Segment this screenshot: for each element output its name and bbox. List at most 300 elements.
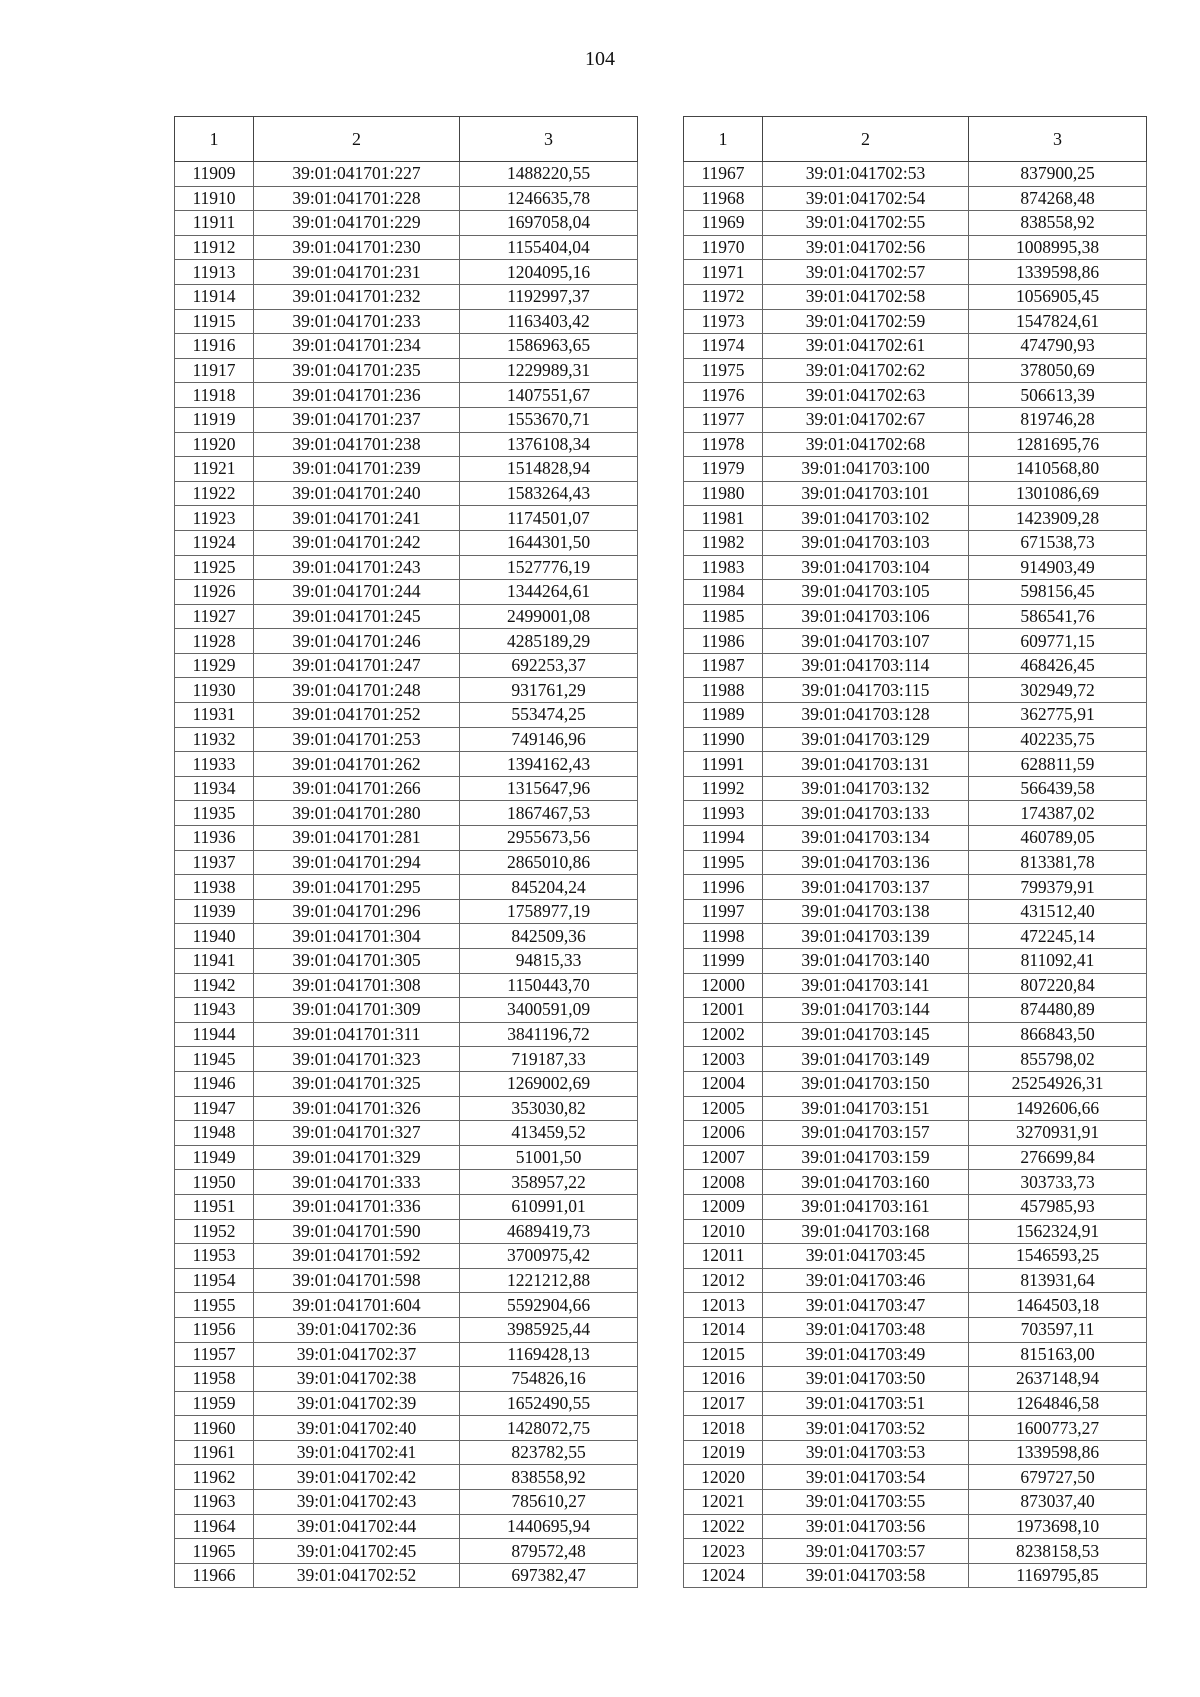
cell-value: 2499001,08 bbox=[460, 604, 638, 629]
cell-row-number: 11940 bbox=[175, 924, 254, 949]
cell-row-number: 12013 bbox=[684, 1293, 763, 1318]
cell-value: 353030,82 bbox=[460, 1096, 638, 1121]
cell-row-number: 11999 bbox=[684, 949, 763, 974]
cell-value: 1652490,55 bbox=[460, 1391, 638, 1416]
table-row bbox=[684, 506, 1147, 531]
cell-cadastral-id: 39:01:041703:46 bbox=[763, 1268, 969, 1293]
table-row bbox=[684, 875, 1147, 900]
cell-row-number: 11911 bbox=[175, 211, 254, 236]
cell-row-number: 11998 bbox=[684, 924, 763, 949]
cell-cadastral-id: 39:01:041703:114 bbox=[763, 653, 969, 678]
table-row bbox=[175, 1490, 638, 1515]
cadastral-table-left bbox=[174, 116, 638, 1588]
cell-cadastral-id: 39:01:041703:134 bbox=[763, 826, 969, 851]
cell-cadastral-id: 39:01:041701:266 bbox=[254, 776, 460, 801]
table-row bbox=[175, 1121, 638, 1146]
cell-value: 1488220,55 bbox=[460, 162, 638, 187]
cell-row-number: 11919 bbox=[175, 407, 254, 432]
cell-row-number: 11929 bbox=[175, 653, 254, 678]
cell-cadastral-id: 39:01:041703:128 bbox=[763, 703, 969, 728]
cell-cadastral-id: 39:01:041701:296 bbox=[254, 899, 460, 924]
cell-row-number: 11932 bbox=[175, 727, 254, 752]
cell-value: 1269002,69 bbox=[460, 1071, 638, 1096]
cell-value: 1697058,04 bbox=[460, 211, 638, 236]
cell-value: 692253,37 bbox=[460, 653, 638, 678]
cell-row-number: 11973 bbox=[684, 309, 763, 334]
cell-cadastral-id: 39:01:041701:239 bbox=[254, 457, 460, 482]
cell-row-number: 11917 bbox=[175, 358, 254, 383]
cell-value: 799379,91 bbox=[969, 875, 1147, 900]
table-row bbox=[684, 703, 1147, 728]
table-row bbox=[684, 1563, 1147, 1588]
table-row bbox=[684, 1440, 1147, 1465]
cell-value: 1407551,67 bbox=[460, 383, 638, 408]
cell-value: 1174501,07 bbox=[460, 506, 638, 531]
cell-value: 598156,45 bbox=[969, 580, 1147, 605]
cell-value: 1440695,94 bbox=[460, 1514, 638, 1539]
cell-row-number: 11948 bbox=[175, 1121, 254, 1146]
cell-row-number: 11913 bbox=[175, 260, 254, 285]
cell-value: 749146,96 bbox=[460, 727, 638, 752]
cell-value: 1514828,94 bbox=[460, 457, 638, 482]
cell-cadastral-id: 39:01:041701:231 bbox=[254, 260, 460, 285]
cell-cadastral-id: 39:01:041701:604 bbox=[254, 1293, 460, 1318]
cell-row-number: 12005 bbox=[684, 1096, 763, 1121]
cell-row-number: 11925 bbox=[175, 555, 254, 580]
cell-cadastral-id: 39:01:041701:244 bbox=[254, 580, 460, 605]
cell-value: 838558,92 bbox=[460, 1465, 638, 1490]
cell-row-number: 11983 bbox=[684, 555, 763, 580]
cell-row-number: 11968 bbox=[684, 186, 763, 211]
cell-value: 2955673,56 bbox=[460, 826, 638, 851]
cell-value: 4285189,29 bbox=[460, 629, 638, 654]
cell-value: 413459,52 bbox=[460, 1121, 638, 1146]
cell-value: 3400591,09 bbox=[460, 998, 638, 1023]
cell-row-number: 11987 bbox=[684, 653, 763, 678]
cell-row-number: 11926 bbox=[175, 580, 254, 605]
cell-value: 1169428,13 bbox=[460, 1342, 638, 1367]
cell-row-number: 11986 bbox=[684, 629, 763, 654]
cell-row-number: 11910 bbox=[175, 186, 254, 211]
table-row bbox=[175, 457, 638, 482]
cell-cadastral-id: 39:01:041701:333 bbox=[254, 1170, 460, 1195]
cell-cadastral-id: 39:01:041702:62 bbox=[763, 358, 969, 383]
table-row bbox=[175, 629, 638, 654]
cell-value: 873037,40 bbox=[969, 1490, 1147, 1515]
table-row bbox=[684, 1490, 1147, 1515]
cell-row-number: 12018 bbox=[684, 1416, 763, 1441]
cell-cadastral-id: 39:01:041701:309 bbox=[254, 998, 460, 1023]
cell-cadastral-id: 39:01:041702:59 bbox=[763, 309, 969, 334]
table-row bbox=[684, 162, 1147, 187]
cell-row-number: 11941 bbox=[175, 949, 254, 974]
cell-row-number: 11991 bbox=[684, 752, 763, 777]
cell-row-number: 12014 bbox=[684, 1317, 763, 1342]
cell-value: 431512,40 bbox=[969, 899, 1147, 924]
cell-value: 276699,84 bbox=[969, 1145, 1147, 1170]
cell-cadastral-id: 39:01:041701:237 bbox=[254, 407, 460, 432]
cell-cadastral-id: 39:01:041703:56 bbox=[763, 1514, 969, 1539]
table-row bbox=[175, 358, 638, 383]
cell-row-number: 11944 bbox=[175, 1022, 254, 1047]
cell-value: 754826,16 bbox=[460, 1367, 638, 1392]
table-row bbox=[684, 334, 1147, 359]
table-row bbox=[684, 752, 1147, 777]
cell-row-number: 11937 bbox=[175, 850, 254, 875]
cell-row-number: 11935 bbox=[175, 801, 254, 826]
table-row bbox=[684, 727, 1147, 752]
cell-value: 679727,50 bbox=[969, 1465, 1147, 1490]
table-row bbox=[684, 653, 1147, 678]
cell-cadastral-id: 39:01:041701:247 bbox=[254, 653, 460, 678]
table-row bbox=[175, 1539, 638, 1564]
cell-cadastral-id: 39:01:041703:160 bbox=[763, 1170, 969, 1195]
cell-value: 1867467,53 bbox=[460, 801, 638, 826]
cell-value: 1204095,16 bbox=[460, 260, 638, 285]
cell-value: 1583264,43 bbox=[460, 481, 638, 506]
cell-value: 1281695,76 bbox=[969, 432, 1147, 457]
cell-row-number: 12017 bbox=[684, 1391, 763, 1416]
cell-cadastral-id: 39:01:041702:52 bbox=[254, 1563, 460, 1588]
cell-cadastral-id: 39:01:041702:55 bbox=[763, 211, 969, 236]
cell-cadastral-id: 39:01:041703:136 bbox=[763, 850, 969, 875]
cell-row-number: 11984 bbox=[684, 580, 763, 605]
cell-value: 866843,50 bbox=[969, 1022, 1147, 1047]
cell-value: 1221212,88 bbox=[460, 1268, 638, 1293]
cell-cadastral-id: 39:01:041701:246 bbox=[254, 629, 460, 654]
table-row bbox=[175, 1268, 638, 1293]
table-row bbox=[684, 481, 1147, 506]
cell-value: 1586963,65 bbox=[460, 334, 638, 359]
cell-value: 1394162,43 bbox=[460, 752, 638, 777]
cell-row-number: 11946 bbox=[175, 1071, 254, 1096]
cell-cadastral-id: 39:01:041703:100 bbox=[763, 457, 969, 482]
cell-value: 628811,59 bbox=[969, 752, 1147, 777]
cell-row-number: 11943 bbox=[175, 998, 254, 1023]
cell-value: 472245,14 bbox=[969, 924, 1147, 949]
cell-row-number: 11981 bbox=[684, 506, 763, 531]
cell-row-number: 12002 bbox=[684, 1022, 763, 1047]
cell-value: 1192997,37 bbox=[460, 284, 638, 309]
table-row bbox=[684, 260, 1147, 285]
table-row bbox=[175, 555, 638, 580]
cell-cadastral-id: 39:01:041701:281 bbox=[254, 826, 460, 851]
table-row bbox=[684, 186, 1147, 211]
cell-value: 719187,33 bbox=[460, 1047, 638, 1072]
cell-row-number: 11996 bbox=[684, 875, 763, 900]
cell-value: 1155404,04 bbox=[460, 235, 638, 260]
table-row bbox=[175, 211, 638, 236]
cell-cadastral-id: 39:01:041702:37 bbox=[254, 1342, 460, 1367]
cell-row-number: 11997 bbox=[684, 899, 763, 924]
table-row bbox=[175, 481, 638, 506]
table-row bbox=[175, 162, 638, 187]
cell-row-number: 11949 bbox=[175, 1145, 254, 1170]
cell-row-number: 12020 bbox=[684, 1465, 763, 1490]
table-row bbox=[175, 973, 638, 998]
cell-cadastral-id: 39:01:041703:105 bbox=[763, 580, 969, 605]
cell-cadastral-id: 39:01:041703:102 bbox=[763, 506, 969, 531]
cell-row-number: 11933 bbox=[175, 752, 254, 777]
cell-cadastral-id: 39:01:041701:235 bbox=[254, 358, 460, 383]
cell-value: 1428072,75 bbox=[460, 1416, 638, 1441]
table-row bbox=[175, 1244, 638, 1269]
table-row bbox=[175, 1317, 638, 1342]
cell-value: 5592904,66 bbox=[460, 1293, 638, 1318]
cell-row-number: 11955 bbox=[175, 1293, 254, 1318]
cell-value: 4689419,73 bbox=[460, 1219, 638, 1244]
cell-cadastral-id: 39:01:041702:68 bbox=[763, 432, 969, 457]
cell-row-number: 11974 bbox=[684, 334, 763, 359]
table-row bbox=[684, 949, 1147, 974]
table-row bbox=[684, 1244, 1147, 1269]
cell-row-number: 12007 bbox=[684, 1145, 763, 1170]
cell-row-number: 12003 bbox=[684, 1047, 763, 1072]
cell-cadastral-id: 39:01:041702:57 bbox=[763, 260, 969, 285]
column-header-value: 3 bbox=[969, 117, 1147, 162]
cell-cadastral-id: 39:01:041701:295 bbox=[254, 875, 460, 900]
cell-row-number: 11988 bbox=[684, 678, 763, 703]
cell-value: 1339598,86 bbox=[969, 260, 1147, 285]
cell-value: 1150443,70 bbox=[460, 973, 638, 998]
cell-value: 362775,91 bbox=[969, 703, 1147, 728]
table-row bbox=[684, 604, 1147, 629]
cell-cadastral-id: 39:01:041702:54 bbox=[763, 186, 969, 211]
cell-cadastral-id: 39:01:041703:151 bbox=[763, 1096, 969, 1121]
table-row bbox=[175, 1022, 638, 1047]
cell-value: 1546593,25 bbox=[969, 1244, 1147, 1269]
cell-value: 811092,41 bbox=[969, 949, 1147, 974]
table-row bbox=[684, 1391, 1147, 1416]
table-body-left bbox=[175, 162, 638, 1588]
table-row bbox=[175, 1145, 638, 1170]
cell-row-number: 11959 bbox=[175, 1391, 254, 1416]
cell-value: 914903,49 bbox=[969, 555, 1147, 580]
cell-cadastral-id: 39:01:041703:150 bbox=[763, 1071, 969, 1096]
cell-cadastral-id: 39:01:041701:228 bbox=[254, 186, 460, 211]
cell-value: 378050,69 bbox=[969, 358, 1147, 383]
cell-value: 671538,73 bbox=[969, 530, 1147, 555]
table-row bbox=[684, 678, 1147, 703]
cell-value: 566439,58 bbox=[969, 776, 1147, 801]
cell-cadastral-id: 39:01:041702:44 bbox=[254, 1514, 460, 1539]
cell-row-number: 11964 bbox=[175, 1514, 254, 1539]
cell-row-number: 11995 bbox=[684, 850, 763, 875]
cell-cadastral-id: 39:01:041703:159 bbox=[763, 1145, 969, 1170]
cell-cadastral-id: 39:01:041701:598 bbox=[254, 1268, 460, 1293]
cell-value: 845204,24 bbox=[460, 875, 638, 900]
table-row bbox=[175, 1514, 638, 1539]
table-row bbox=[175, 1342, 638, 1367]
cell-value: 303733,73 bbox=[969, 1170, 1147, 1195]
cell-cadastral-id: 39:01:041701:243 bbox=[254, 555, 460, 580]
cell-row-number: 11920 bbox=[175, 432, 254, 457]
cell-cadastral-id: 39:01:041701:326 bbox=[254, 1096, 460, 1121]
cell-value: 1056905,45 bbox=[969, 284, 1147, 309]
cell-value: 1376108,34 bbox=[460, 432, 638, 457]
cell-value: 174387,02 bbox=[969, 801, 1147, 826]
cell-row-number: 12019 bbox=[684, 1440, 763, 1465]
cell-value: 874268,48 bbox=[969, 186, 1147, 211]
cell-row-number: 11915 bbox=[175, 309, 254, 334]
cell-cadastral-id: 39:01:041701:229 bbox=[254, 211, 460, 236]
cell-cadastral-id: 39:01:041701:325 bbox=[254, 1071, 460, 1096]
cell-cadastral-id: 39:01:041703:57 bbox=[763, 1539, 969, 1564]
cell-row-number: 11942 bbox=[175, 973, 254, 998]
table-row bbox=[684, 801, 1147, 826]
cell-cadastral-id: 39:01:041703:132 bbox=[763, 776, 969, 801]
cell-cadastral-id: 39:01:041701:592 bbox=[254, 1244, 460, 1269]
cell-value: 1600773,27 bbox=[969, 1416, 1147, 1441]
cell-row-number: 11990 bbox=[684, 727, 763, 752]
table-row bbox=[175, 1391, 638, 1416]
table-row bbox=[684, 973, 1147, 998]
cell-cadastral-id: 39:01:041703:157 bbox=[763, 1121, 969, 1146]
cell-cadastral-id: 39:01:041701:238 bbox=[254, 432, 460, 457]
cell-row-number: 12012 bbox=[684, 1268, 763, 1293]
cell-cadastral-id: 39:01:041703:54 bbox=[763, 1465, 969, 1490]
cell-row-number: 12001 bbox=[684, 998, 763, 1023]
cell-row-number: 11975 bbox=[684, 358, 763, 383]
cell-cadastral-id: 39:01:041703:106 bbox=[763, 604, 969, 629]
cell-cadastral-id: 39:01:041701:230 bbox=[254, 235, 460, 260]
cell-value: 1301086,69 bbox=[969, 481, 1147, 506]
cell-cadastral-id: 39:01:041701:590 bbox=[254, 1219, 460, 1244]
cell-value: 1315647,96 bbox=[460, 776, 638, 801]
cell-row-number: 11922 bbox=[175, 481, 254, 506]
table-row bbox=[175, 1047, 638, 1072]
cell-value: 553474,25 bbox=[460, 703, 638, 728]
cell-value: 823782,55 bbox=[460, 1440, 638, 1465]
table-row bbox=[684, 1096, 1147, 1121]
table-row bbox=[684, 383, 1147, 408]
table-row bbox=[175, 309, 638, 334]
cell-row-number: 11989 bbox=[684, 703, 763, 728]
table-row bbox=[684, 629, 1147, 654]
cell-cadastral-id: 39:01:041701:232 bbox=[254, 284, 460, 309]
cell-value: 838558,92 bbox=[969, 211, 1147, 236]
table-row bbox=[684, 1465, 1147, 1490]
cell-value: 1527776,19 bbox=[460, 555, 638, 580]
cell-row-number: 11977 bbox=[684, 407, 763, 432]
cell-cadastral-id: 39:01:041703:138 bbox=[763, 899, 969, 924]
cell-row-number: 11994 bbox=[684, 826, 763, 851]
cell-value: 1547824,61 bbox=[969, 309, 1147, 334]
cell-value: 1644301,50 bbox=[460, 530, 638, 555]
cell-row-number: 11931 bbox=[175, 703, 254, 728]
table-row bbox=[684, 1416, 1147, 1441]
cell-cadastral-id: 39:01:041701:294 bbox=[254, 850, 460, 875]
cell-value: 586541,76 bbox=[969, 604, 1147, 629]
cell-value: 1169795,85 bbox=[969, 1563, 1147, 1588]
cell-cadastral-id: 39:01:041702:61 bbox=[763, 334, 969, 359]
cell-row-number: 11918 bbox=[175, 383, 254, 408]
table-row bbox=[175, 703, 638, 728]
cell-row-number: 11928 bbox=[175, 629, 254, 654]
table-row bbox=[175, 949, 638, 974]
table-row bbox=[684, 826, 1147, 851]
cell-row-number: 11939 bbox=[175, 899, 254, 924]
table-row bbox=[684, 407, 1147, 432]
cell-cadastral-id: 39:01:041702:40 bbox=[254, 1416, 460, 1441]
table-row bbox=[684, 432, 1147, 457]
cell-row-number: 11951 bbox=[175, 1194, 254, 1219]
cell-value: 1553670,71 bbox=[460, 407, 638, 432]
table-row bbox=[175, 186, 638, 211]
table-header-row bbox=[684, 117, 1147, 162]
table-row bbox=[175, 653, 638, 678]
cell-cadastral-id: 39:01:041701:227 bbox=[254, 162, 460, 187]
cell-value: 807220,84 bbox=[969, 973, 1147, 998]
cell-value: 1339598,86 bbox=[969, 1440, 1147, 1465]
cell-cadastral-id: 39:01:041703:131 bbox=[763, 752, 969, 777]
cell-cadastral-id: 39:01:041703:161 bbox=[763, 1194, 969, 1219]
cell-cadastral-id: 39:01:041702:67 bbox=[763, 407, 969, 432]
table-row bbox=[175, 1416, 638, 1441]
cell-row-number: 11909 bbox=[175, 162, 254, 187]
cell-value: 1423909,28 bbox=[969, 506, 1147, 531]
table-row bbox=[175, 1219, 638, 1244]
cell-cadastral-id: 39:01:041702:63 bbox=[763, 383, 969, 408]
table-row bbox=[175, 1170, 638, 1195]
cell-row-number: 11969 bbox=[684, 211, 763, 236]
cell-value: 402235,75 bbox=[969, 727, 1147, 752]
table-row bbox=[175, 678, 638, 703]
cell-row-number: 11956 bbox=[175, 1317, 254, 1342]
cell-row-number: 12006 bbox=[684, 1121, 763, 1146]
cell-cadastral-id: 39:01:041701:236 bbox=[254, 383, 460, 408]
cell-value: 3841196,72 bbox=[460, 1022, 638, 1047]
table-row bbox=[684, 580, 1147, 605]
table-header-row bbox=[175, 117, 638, 162]
cell-row-number: 11963 bbox=[175, 1490, 254, 1515]
cell-row-number: 11914 bbox=[175, 284, 254, 309]
table-row bbox=[684, 1219, 1147, 1244]
cell-row-number: 11957 bbox=[175, 1342, 254, 1367]
cell-row-number: 11967 bbox=[684, 162, 763, 187]
cell-row-number: 11912 bbox=[175, 235, 254, 260]
table-row bbox=[684, 211, 1147, 236]
cell-cadastral-id: 39:01:041703:133 bbox=[763, 801, 969, 826]
cell-value: 819746,28 bbox=[969, 407, 1147, 432]
cell-cadastral-id: 39:01:041703:145 bbox=[763, 1022, 969, 1047]
cell-value: 3270931,91 bbox=[969, 1121, 1147, 1146]
table-row bbox=[684, 1047, 1147, 1072]
cell-row-number: 11962 bbox=[175, 1465, 254, 1490]
table-row bbox=[684, 235, 1147, 260]
cell-value: 1464503,18 bbox=[969, 1293, 1147, 1318]
table-row bbox=[684, 1367, 1147, 1392]
cell-row-number: 11992 bbox=[684, 776, 763, 801]
cell-cadastral-id: 39:01:041703:47 bbox=[763, 1293, 969, 1318]
cell-cadastral-id: 39:01:041701:329 bbox=[254, 1145, 460, 1170]
table-row bbox=[684, 1317, 1147, 1342]
cell-value: 879572,48 bbox=[460, 1539, 638, 1564]
cell-row-number: 11980 bbox=[684, 481, 763, 506]
table-row bbox=[684, 358, 1147, 383]
cell-row-number: 11924 bbox=[175, 530, 254, 555]
table-row bbox=[684, 1022, 1147, 1047]
cell-cadastral-id: 39:01:041702:41 bbox=[254, 1440, 460, 1465]
cell-row-number: 11972 bbox=[684, 284, 763, 309]
cell-cadastral-id: 39:01:041703:101 bbox=[763, 481, 969, 506]
cell-value: 1246635,78 bbox=[460, 186, 638, 211]
page-number: 104 bbox=[585, 48, 615, 70]
table-row bbox=[175, 875, 638, 900]
cell-cadastral-id: 39:01:041701:304 bbox=[254, 924, 460, 949]
cell-cadastral-id: 39:01:041703:48 bbox=[763, 1317, 969, 1342]
table-row bbox=[175, 407, 638, 432]
